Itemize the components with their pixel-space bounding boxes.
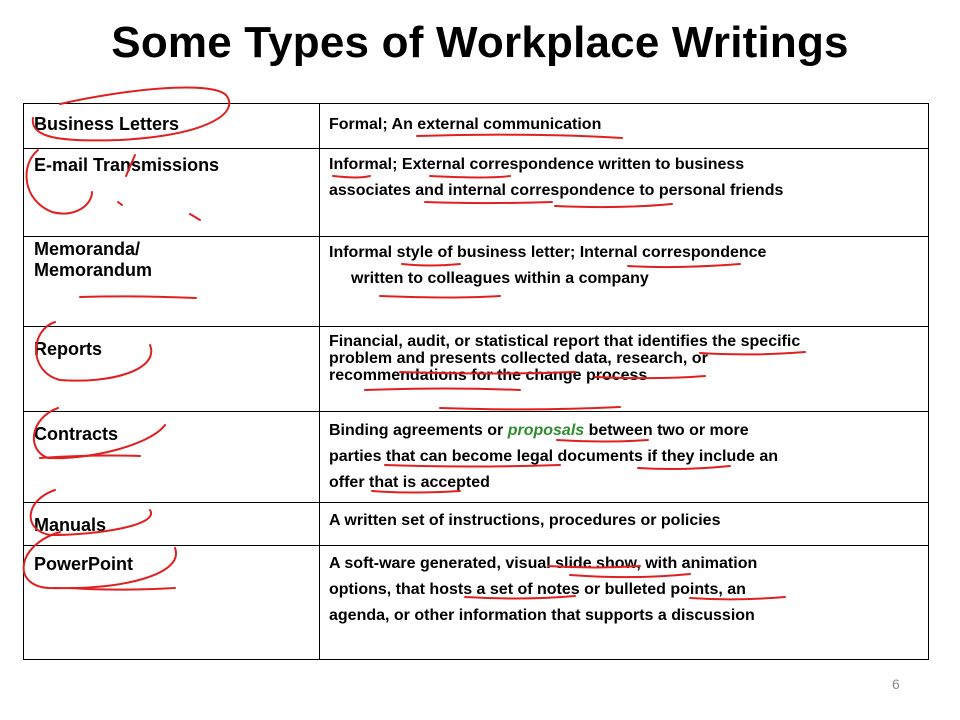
term-cell xyxy=(24,104,320,149)
desc-line: offer that is accepted xyxy=(329,474,490,491)
term-email-transmissions: E-mail Transmissions xyxy=(34,155,220,175)
desc-line: Binding agreements or proposals between two or more xyxy=(329,422,749,439)
desc-line: Informal; External correspondence written to business xyxy=(329,156,745,173)
page-number: 6 xyxy=(892,676,900,692)
desc-line: associates and internal correspondence to personal friends xyxy=(329,182,784,199)
desc-line: A soft-ware generated, visual slide show, with animation xyxy=(329,555,758,572)
term-reports: Reports xyxy=(34,339,103,359)
desc-line: A written set of instructions, procedures or policies xyxy=(329,512,721,529)
desc-line: parties that can become legal documents if they include an xyxy=(329,448,778,465)
table-row xyxy=(24,327,929,412)
term-powerpoint: PowerPoint xyxy=(34,554,134,574)
proposals-word: proposals xyxy=(507,422,585,439)
desc-line: agenda, or other information that supports a discussion xyxy=(329,607,755,624)
description-cell xyxy=(320,104,929,149)
table-row xyxy=(24,412,929,503)
table-row xyxy=(24,149,929,237)
term-contracts: Contracts xyxy=(34,424,119,444)
desc-line: written to colleagues within a company xyxy=(351,270,649,287)
desc-line: options, that hosts a set of notes or bulleted points, an xyxy=(329,581,746,598)
term-memoranda: Memoranda/ Memorandum xyxy=(34,239,153,280)
table-row xyxy=(24,546,929,660)
slide-title: Some Types of Workplace Writings xyxy=(111,18,849,67)
table-row xyxy=(24,104,929,149)
desc-line: Informal style of business letter; Internal correspondence xyxy=(329,244,767,261)
desc-line: Financial, audit, or statistical report that identifies the specific xyxy=(329,333,801,350)
writings-table xyxy=(23,103,929,660)
term-manuals: Manuals xyxy=(34,515,107,535)
desc-line: problem and presents collected data, research, or xyxy=(329,350,708,367)
term-business-letters: Business Letters xyxy=(34,114,180,134)
table-row xyxy=(24,237,929,327)
desc-line: Formal; An external communication xyxy=(329,116,602,133)
table-row xyxy=(24,503,929,546)
desc-line: recommendations for the change process xyxy=(329,367,648,384)
